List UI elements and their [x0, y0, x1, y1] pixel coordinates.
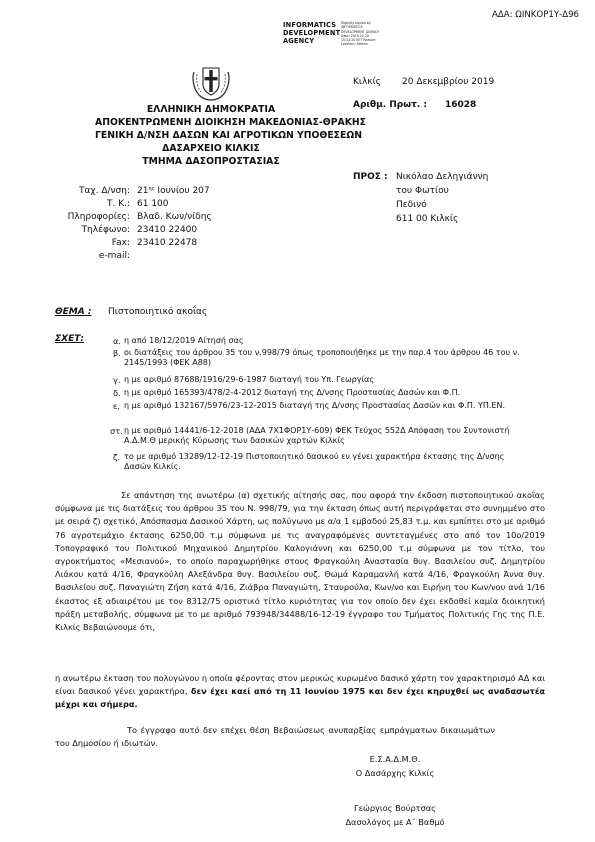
- signature-role: Ο Δασάρχης Κιλκίς: [355, 768, 435, 778]
- header-line-2: ΑΠΟΚΕΝΤΡΩΜΕΝΗ ΔΙΟΙΚΗΣΗ ΜΑΚΕΔΟΝΙΑΣ-ΘΡΑΚΗΣ: [95, 117, 367, 128]
- ada-code: ΑΔΑ: ΩΙΝΚΟΡ1Υ-Δ96: [492, 10, 580, 20]
- recipient-label: ΠΡΟΣ :: [353, 172, 388, 182]
- conclusion-paragraph: [55, 672, 545, 712]
- info-label: Πληροφορίες:: [67, 212, 130, 222]
- conclusion-bold-text: δεν έχει καεί από τη 11 Ιουνίου 1975 και δεν έχει κηρυχθεί ως αναδασωτέα μέχρι και σήμερα.: [55, 686, 545, 710]
- reference-text: οι διατάξεις του άρθρου 35 του ν.998/79 όπως τροποποιήθηκε με την παρ.4 του άρθρου 46 του ν. 2145/1993 (ΦΕΚ Α88): [124, 348, 520, 368]
- info-value: Βλαδ. Κων/νίδης: [137, 212, 212, 222]
- header-line-4: ΔΑΣΑΡΧΕΙΟ ΚΙΛΚΙΣ: [162, 143, 260, 154]
- fax-value: 23410 22478: [137, 238, 198, 248]
- reference-mark: γ.: [113, 375, 121, 385]
- email-label: e-mail:: [98, 251, 130, 261]
- signature-org: Ε.Σ.Α.Δ.Μ.Θ.: [369, 754, 421, 764]
- fax-label: Fax:: [111, 238, 130, 248]
- header-line-5: ΤΜΗΜΑ ΔΑΣΟΠΡΟΣΤΑΣΙΑΣ: [142, 156, 280, 167]
- recipient-line-3: Πεδινό: [396, 200, 427, 210]
- signature-name: Γεώργιος Βούρτσας: [354, 803, 436, 813]
- agency-logo-line-2: DEVELOPMENT: [283, 29, 341, 37]
- recipient-line-1: Νικόλαο Δεληγιάννη: [396, 172, 489, 182]
- agency-logo: [283, 21, 379, 61]
- agency-signature-text: Digitally signed by INFORMATICS DEVELOPMENT AGENCY Date: 2019.12.20 15:14:20 EET Reason: Location: Athens: [341, 21, 379, 47]
- place: Κιλκίς: [353, 77, 381, 87]
- reference-text: η με αριθμό 165393/478/2-4-2012 διαταγή της Δ/νσης Προστασίας Δασών και Φ.Π.: [124, 388, 461, 397]
- reference-text: η με αριθμό 132167/5976/23-12-2015 διαταγή της Δ/νσης Προστασίας Δασών και Φ.Π. ΥΠ.ΕΝ.: [124, 401, 505, 410]
- subject-label: ΘΕΜΑ :: [55, 307, 92, 317]
- signature-title: Δασολόγος με Α΄ Βαθμό: [345, 817, 445, 827]
- header-line-3: ΓΕΝΙΚΗ Δ/ΝΣΗ ΔΑΣΩΝ ΚΑΙ ΑΓΡΟΤΙΚΩΝ ΥΠΟΘΕΣΕΩΝ: [95, 130, 363, 141]
- conclusion-text: η ανωτέρω έκταση του πολυγώνου η οποία φέροντας στον μερικώς κυρωμένο δασικό χάρτη τον χαρακτηρισμό ΑΔ και είναι δασικού γένει χαρακτήρα,: [55, 673, 545, 697]
- reference-mark: β.: [113, 348, 121, 358]
- agency-logo-line-1: INFORMATICS: [283, 21, 337, 29]
- reference-text: το με αριθμό 13289/12-12-19 Πιστοποιητικό δασικού εν γένει χαρακτήρα έκτασης της Δ/νσης Δασών Κιλκίς.: [124, 452, 505, 472]
- reference-text: η με αριθμό 14441/6-12-2018 (ΑΔΑ 7Χ1ΦΟΡ1Υ-609) ΦΕΚ Τεύχος 552Δ Απόφαση του Συντονιστή Α.Δ.Μ.Θ μερικής Κύρωσης των δασικών χαρτών Κιλκίς: [124, 426, 510, 446]
- reference-mark: ε.: [113, 401, 121, 411]
- reference-mark: στ.: [110, 426, 123, 436]
- date: 20 Δεκεμβρίου 2019: [402, 77, 495, 87]
- agency-logo-line-3: AGENCY: [283, 37, 315, 45]
- reference-mark: δ.: [113, 388, 121, 398]
- subject-text: Πιστοποιητικό ακοΐας: [108, 307, 208, 317]
- protocol-label: Αριθμ. Πρωτ. :: [353, 100, 427, 110]
- references-label: ΣΧΕΤ:: [55, 334, 84, 344]
- reference-text: η με αριθμό 87688/1916/29-6-1987 διαταγή του Υπ. Γεωργίας: [124, 375, 375, 384]
- reference-text: η από 18/12/2019 Αίτησή σας: [124, 336, 244, 345]
- disclaimer-paragraph: Το έγγραφο αυτό δεν επέχει θέση Βεβαιώσεως ανυπαρξίας εμπράγματων δικαιωμάτων του Δημοσίου ή ιδιωτών.: [55, 725, 495, 749]
- address-label: Ταχ. Δ/νση:: [78, 186, 130, 196]
- recipient-line-4: 611 00 Κιλκίς: [396, 214, 459, 224]
- reference-mark: α.: [113, 336, 121, 346]
- phone-label: Τηλέφωνο:: [81, 225, 130, 235]
- phone-value: 23410 22400: [137, 225, 198, 235]
- reference-mark: ζ.: [113, 452, 121, 462]
- greek-emblem-icon: [190, 64, 232, 102]
- body-paragraph: Σε απάντηση της ανωτέρω (α) σχετικής αίτησής σας, που αφορά την έκδοση πιστοποιητικού ακοΐας σύμφωνα με τις διατάξεις του άρθρου 35 του Ν. 998/79, για την έκταση όπως αυτή περιγράφεται στο συνημμένο στο με σειρά ζ) σχετικό, Απόσπασμα Δασικού Χάρτη, ως πολύγωνο με α/α 1 εμβαδού 25,83 τ.μ. και εμπίπτει στο με αριθμό 76 αγροτεμάχιο έκτασης 6250,00 τ.μ σύμφωνα με τις αναγραφόμενες συντεταγμένες στο από τον 10ο/2019 Τοπογραφικό του Πολιτικού Μηχανικού Δημητρίου Καλογιάννη και 6250,00 τ.μ σύμφωνα με τον τίτλο, του αγροκτήματος «Μεσιανού», το οποίο παραχωρήθηκε στους Φραγκούλη Αναστασία θυγ. Βασιλείου συζ. Δημητρίου Λιάκου κατά 4/16, Φραγκούλη Αλεξάνδρα θυγ. Βασιλείου συζ. Θωμά Καραμανλή κατά 4/16, Φραγκούλη Άννα θυγ. Βασιλείου συζ. Παναγιώτη Ζήση κατά 4/16, Ζιάβρα Παναγιώτη, Σταυρούλα, Κων/νο και Ειρήνη του Κων/νου ανά 1/16 έκαστος εξ αδιαιρέτου με τον 8312/75 οριστικό τίτλο κυριότητας για τον οποίο δεν έχει εκδοθεί καμία διοικητική πράξη μεταβολής, σύμφωνα με το με αριθμό 793948/34488/16-12-19 έγγραφο του Τμήματος Πολιτικής Γης της Π.Ε. Κιλκίς Βεβαιώνουμε ότι,: [55, 490, 545, 633]
- header-line-1: ΕΛΛΗΝΙΚΗ ΔΗΜΟΚΡΑΤΙΑ: [146, 104, 276, 115]
- tk-value: 61 100: [137, 199, 169, 209]
- recipient-line-2: του Φωτίου: [396, 186, 449, 196]
- address-value: $21^{\eta\varsigma}$ Ιουνίου 207: [137, 186, 210, 196]
- protocol-number: 16028: [445, 100, 477, 110]
- tk-label: Τ. Κ.:: [106, 199, 130, 209]
